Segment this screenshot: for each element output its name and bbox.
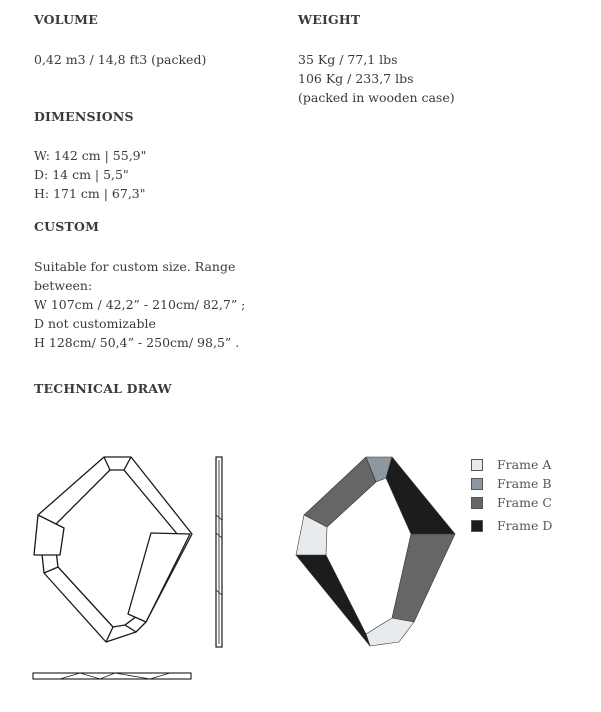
- custom-line: Suitable for custom size. Range: [34, 259, 236, 274]
- weight-line: 106 Kg / 233,7 lbs: [298, 71, 414, 86]
- legend-label: Frame D: [497, 518, 553, 533]
- custom-line: W 107cm / 42,2” - 210cm/ 82,7” ;: [34, 297, 246, 312]
- front-corner-line: [104, 457, 110, 470]
- front-corner-line: [125, 625, 136, 632]
- legend-item-frame-c: [471, 495, 552, 510]
- colored-frames-drawing: [290, 450, 460, 650]
- front-corner-line: [124, 457, 131, 470]
- legend-label: Frame A: [497, 457, 552, 472]
- legend-label: Frame C: [497, 495, 552, 510]
- legend-item-frame-d: [471, 518, 552, 533]
- legend-swatch-icon: [471, 478, 483, 490]
- front-right-panel: [128, 533, 190, 622]
- technical-draw-heading: TECHNICAL DRAW: [34, 381, 172, 396]
- legend-label: Frame B: [497, 476, 552, 491]
- weight-line: (packed in wooden case): [298, 90, 455, 105]
- dimensions-heading: DIMENSIONS: [34, 109, 134, 124]
- custom-heading: CUSTOM: [34, 219, 100, 234]
- frame-d-lower-left: [296, 555, 370, 646]
- volume-value: 0,42 m3 / 14,8 ft3 (packed): [34, 52, 207, 67]
- front-corner-line: [44, 567, 58, 573]
- front-view-drawing: [30, 450, 200, 650]
- frame-a-bottom: [366, 618, 414, 646]
- custom-line: between:: [34, 278, 93, 293]
- frame-c-upper-left: [304, 457, 376, 527]
- legend-swatch-icon: [471, 459, 483, 471]
- weight-line: 35 Kg / 77,1 lbs: [298, 52, 398, 67]
- side-view-drawing: [210, 450, 230, 652]
- weight-heading: WEIGHT: [298, 12, 361, 27]
- legend-swatch-icon: [471, 520, 483, 532]
- dimension-line: D: 14 cm | 5,5": [34, 167, 129, 182]
- legend-item-frame-a: [471, 457, 551, 472]
- dimensions-values: [34, 146, 146, 203]
- weight-values: [298, 50, 455, 107]
- dimension-line: W: 142 cm | 55,9": [34, 148, 147, 163]
- legend-swatch-icon: [471, 497, 483, 509]
- legend-item-frame-b: [471, 476, 552, 491]
- frame-c-right: [392, 534, 455, 622]
- dimension-line: H: 171 cm | 67,3": [34, 186, 146, 201]
- top-detail-line: [60, 673, 170, 679]
- custom-line: H 128cm/ 50,4” - 250cm/ 98,5” .: [34, 335, 240, 350]
- top-view-drawing: [28, 668, 198, 684]
- frame-d-upper-right: [386, 457, 455, 534]
- volume-heading: VOLUME: [34, 12, 98, 27]
- custom-line: D not customizable: [34, 316, 156, 331]
- custom-values: [34, 257, 245, 352]
